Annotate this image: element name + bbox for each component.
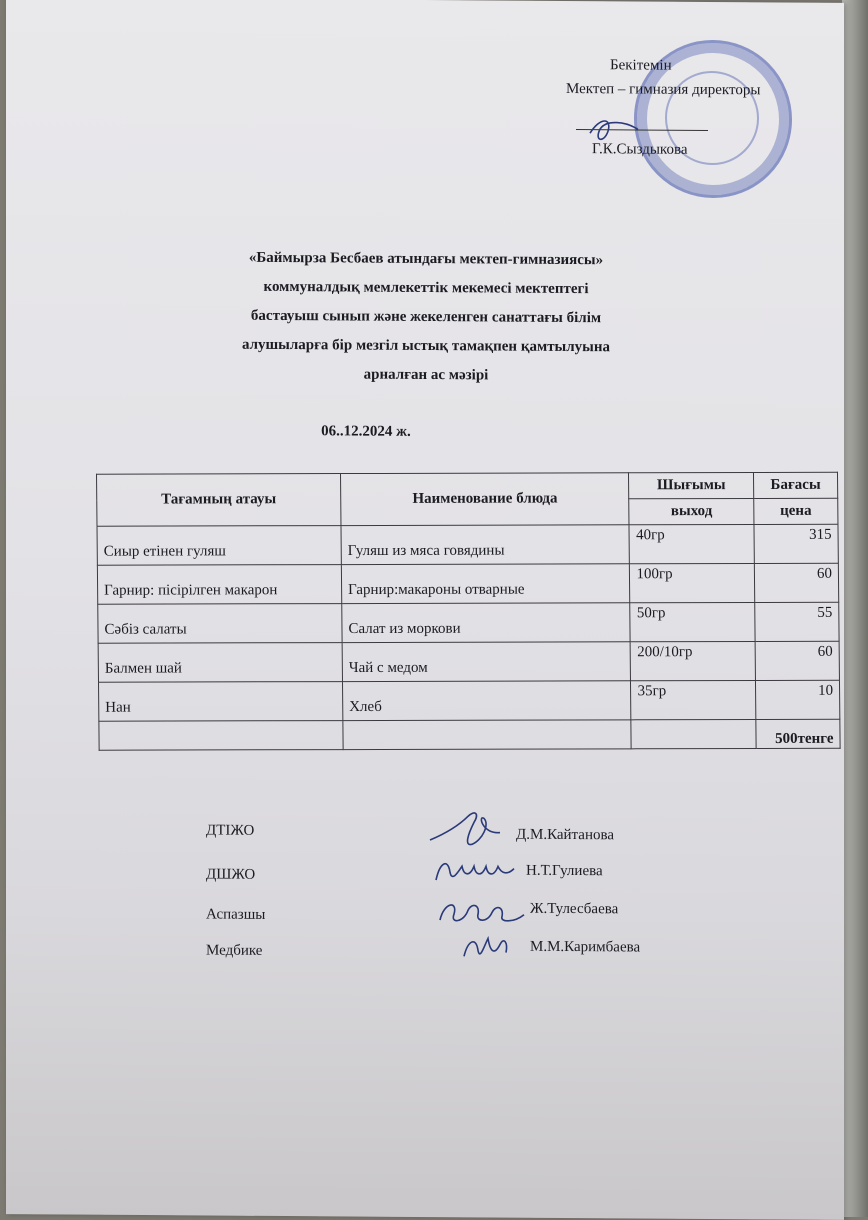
cell-price: 60 (755, 641, 839, 680)
signature-gulieva (432, 850, 518, 891)
cell-name-ru: Хлеб (342, 681, 631, 721)
cell-price: 55 (755, 602, 839, 641)
signatory-name: М.М.Каримбаева (530, 938, 641, 956)
cell-output: 100гр (630, 563, 755, 602)
cell-price: 315 (754, 524, 838, 563)
table-row (98, 602, 839, 643)
cell-name-ru: Чай с медом (342, 642, 631, 682)
header-name-ru: Наименование блюда (340, 473, 629, 526)
cell-output: 40гр (629, 524, 754, 563)
header-price-kz: Бағасы (753, 472, 837, 498)
signatory-name: Ж.Тулесбаева (530, 900, 619, 918)
signature-karimbaeva (458, 926, 514, 966)
cell-output: 50гр (630, 602, 755, 641)
cell-name-kz: Нан (99, 682, 343, 722)
role-label: Аспазшы (206, 906, 266, 923)
empty-cell (343, 720, 632, 750)
approve-word: Бекітемін (610, 57, 672, 74)
table-row (97, 563, 838, 604)
signature-kaitanova (424, 804, 520, 855)
document-sheet (6, 0, 844, 1220)
cell-price: 60 (754, 563, 838, 602)
header-output-ru: выход (629, 498, 754, 524)
document-date: 06..12.2024 ж. (321, 423, 411, 440)
header-price-ru: цена (754, 498, 838, 524)
role-label: Медбике (206, 942, 263, 959)
table-row (99, 680, 840, 721)
title-line: арналған ас мәзірі (363, 366, 489, 384)
director-signature (586, 111, 646, 151)
cell-name-ru: Гуляш из мяса говядины (341, 525, 630, 565)
director-name: Г.К.Сыздыкова (592, 141, 688, 158)
cell-name-kz: Сиыр етінен гуляш (97, 526, 341, 566)
table-row (98, 641, 839, 682)
signatory-name: Д.М.Кайтанова (516, 826, 615, 844)
role-label: ДШЖО (206, 866, 256, 883)
title-line: бастауыш сынып және жекеленген санаттағы білім (250, 307, 602, 327)
signatory-name: Н.Т.Гулиева (526, 862, 603, 880)
cell-name-kz: Сәбіз салаты (98, 604, 342, 644)
role-label: ДТІЖО (206, 822, 255, 839)
table-row (97, 524, 838, 565)
cell-name-kz: Гарнир: пісірілген макарон (97, 565, 341, 605)
cell-output: 35гр (631, 680, 756, 719)
document-title (186, 243, 666, 391)
empty-cell (99, 721, 343, 751)
title-line: алушыларға бір мезгіл ыстық тамақпен қамтылуына (241, 336, 611, 356)
total-row (99, 719, 840, 750)
header-name-kz: Тағамның атауы (97, 474, 341, 527)
title-line: коммуналдық мемлекеттік мекемесі мектептегі (263, 278, 589, 298)
empty-cell (631, 719, 756, 748)
background-edge (842, 0, 868, 1217)
cell-price: 10 (755, 680, 839, 719)
cell-name-ru: Салат из моркови (342, 603, 631, 643)
title-line: «Баймырза Бесбаев атындағы мектеп-гимназиясы» (248, 249, 604, 269)
cell-name-kz: Балмен шай (98, 643, 342, 683)
director-position: Мектеп – гимназия директоры (566, 80, 761, 99)
cell-name-ru: Гарнир:макароны отварные (341, 564, 630, 604)
cell-output: 200/10гр (631, 641, 756, 680)
header-output-kz: Шығымы (629, 472, 754, 498)
menu-table (96, 472, 841, 751)
total-price: 500тенге (756, 719, 840, 748)
